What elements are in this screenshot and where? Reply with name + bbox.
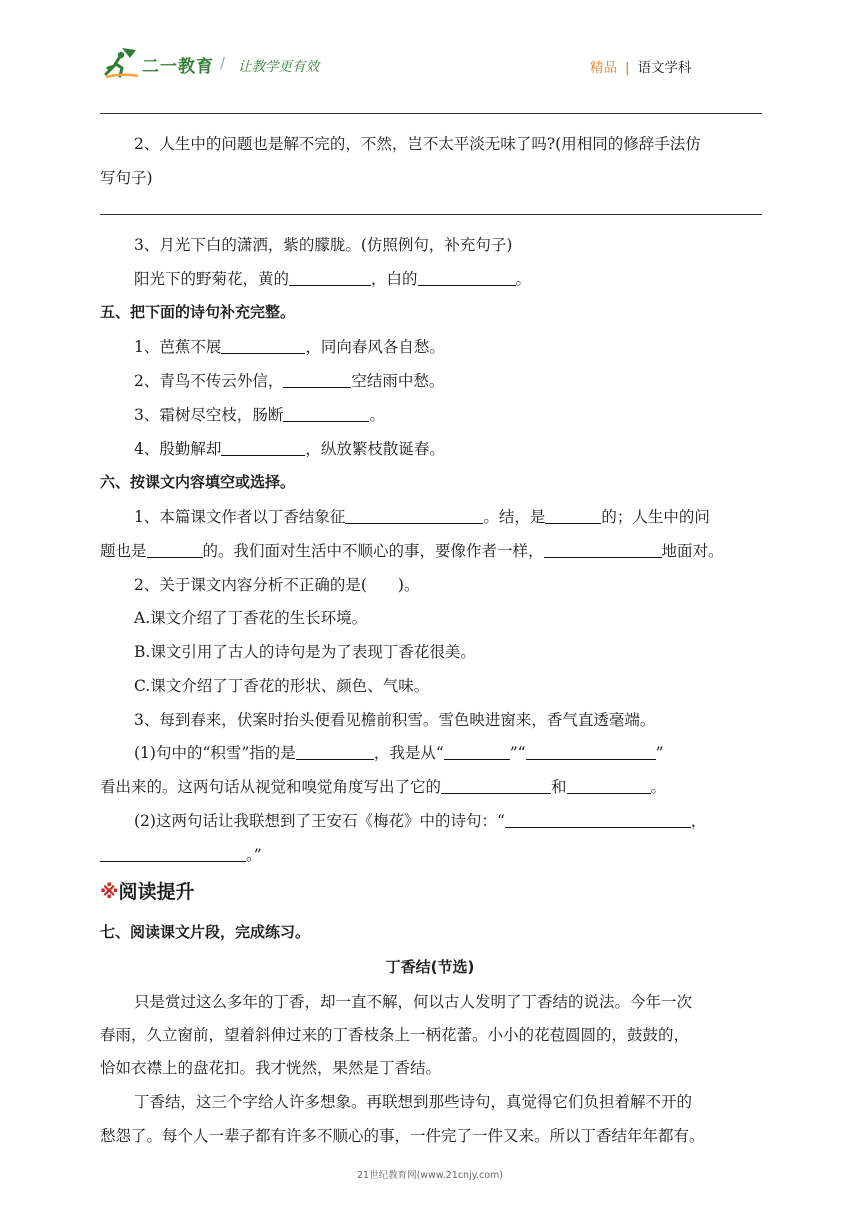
fill-blank[interactable] (289, 269, 371, 286)
passage-title: 丁香结(节选) (385, 958, 475, 976)
sec6-sub2-line1 (134, 809, 799, 831)
sec5-item2 (134, 369, 799, 391)
text-segment: 阳光下的野菊花，黄的 (134, 270, 290, 288)
q4-item2-line2: 写句子) (100, 169, 153, 187)
reference-mark-icon: ※ (100, 881, 119, 903)
text-segment: 的。我们面对生活中不顺心的事，要像作者一样， (202, 542, 544, 560)
text-segment: 空结雨中愁。 (351, 372, 445, 390)
page-header (0, 0, 860, 110)
section-six-title: 六、按课文内容填空或选择。 (100, 473, 296, 491)
text-segment: 。 (650, 778, 667, 796)
text-segment: 1、芭蕉不展 (134, 338, 222, 356)
fill-blank[interactable] (444, 743, 510, 760)
brand-divider: / (220, 54, 226, 72)
text-segment: 1、本篇课文作者以丁香结象征 (134, 508, 346, 526)
fill-blank[interactable] (147, 541, 203, 558)
text-segment: (2)这两句话让我联想到了王安石《梅花》中的诗句：“ (134, 812, 505, 830)
text-segment: 4、殷勤解却 (134, 440, 222, 458)
fill-blank[interactable] (545, 507, 601, 524)
fill-blank[interactable] (283, 405, 369, 422)
q4-item3-line1: 3、月光下白的潇洒，紫的朦胧。(仿照例句，补充句子) (134, 236, 513, 254)
text-segment: 地面对。 (661, 542, 724, 560)
text-segment: 和 (551, 778, 567, 796)
sec6-sub1-line2 (100, 775, 765, 797)
option-b[interactable]: B.课文引用了古人的诗句是为了表现丁香花很美。 (134, 643, 476, 661)
quality-badge: 精品 (590, 60, 617, 76)
subject-label: 语文学科 (637, 60, 692, 76)
fill-blank[interactable] (567, 777, 651, 794)
text-segment: (1)句中的“积雪”指的是 (134, 744, 296, 762)
answer-line (100, 113, 762, 114)
sec6-sub2-line2 (100, 843, 765, 865)
fill-blank[interactable] (221, 439, 305, 456)
text-segment: 看出来的。这两句话从视觉和嗅觉角度写出了它的 (100, 778, 442, 796)
fill-blank[interactable] (345, 507, 483, 524)
text-segment: ，我是从“ (373, 744, 444, 762)
answer-line (100, 214, 762, 215)
reading-banner (100, 877, 195, 904)
fill-blank[interactable] (283, 371, 351, 388)
section-five-title: 五、把下面的诗句补充完整。 (100, 303, 296, 321)
runner-logo-icon (104, 46, 140, 80)
sec5-item4 (134, 437, 799, 459)
brand-name: 二一教育 (142, 57, 214, 77)
sec5-item1 (134, 335, 799, 357)
fill-blank[interactable] (505, 811, 691, 828)
text-segment: ”“ (509, 744, 526, 762)
header-subject (590, 56, 692, 76)
text-segment: 2、青鸟不传云外信， (134, 372, 284, 390)
sec6-sub1-line1 (134, 741, 799, 763)
passage-line: 只是赏过这么多年的丁香，却一直不解，何以古人发明了丁香结的说法。今年一次 (134, 993, 693, 1011)
text-segment: 。结，是 (483, 508, 546, 526)
passage-line: 丁香结，这三个字给人许多想象。再联想到那些诗句，真觉得它们负担着解不开的 (134, 1093, 693, 1111)
fill-blank[interactable] (544, 541, 662, 558)
text-segment: 。” (246, 846, 262, 864)
sec6-item1-line1 (134, 505, 799, 527)
text-segment: ，白的 (371, 270, 418, 288)
fill-blank[interactable] (526, 743, 656, 760)
text-segment: ” (655, 744, 664, 762)
text-segment: 。 (515, 270, 532, 288)
text-segment: 3、霜树尽空枝，肠断 (134, 406, 284, 424)
option-a[interactable]: A.课文介绍了丁香花的生长环境。 (134, 609, 368, 627)
text-segment: 的；人生中的问 (601, 508, 710, 526)
text-segment: 题也是 (100, 542, 147, 560)
header-separator: | (625, 60, 630, 76)
text-segment: 。 (369, 406, 385, 424)
fill-blank[interactable] (296, 743, 374, 760)
q4-item3-line2 (134, 267, 799, 289)
fill-blank[interactable] (418, 269, 516, 286)
text-segment: ， (690, 812, 707, 830)
page-footer: 21世纪教育网(www.21cnjy.com) (356, 1170, 503, 1181)
section-seven-title: 七、阅读课文片段，完成练习。 (100, 923, 311, 941)
sec6-item1-line2 (100, 539, 765, 561)
passage-line: 春雨，久立窗前，望着斜伸过来的丁香枝条上一柄花蕾。小小的花苞圆圆的，鼓鼓的， (100, 1026, 690, 1044)
fill-blank[interactable] (221, 337, 305, 354)
text-segment: ，同向春风各自愁。 (305, 338, 445, 356)
fill-blank[interactable] (100, 845, 246, 862)
q4-item2-line1: 2、人生中的问题也是解不完的，不然，岂不太平淡无味了吗?(用相同的修辞手法仿 (134, 135, 701, 153)
sec6-item3: 3、每到春来，伏案时抬头便看见檐前积雪。雪色映进窗来，香气直透毫端。 (134, 711, 656, 729)
passage-line: 恰如衣襟上的盘花扣。我才恍然，果然是丁香结。 (100, 1059, 442, 1077)
sec5-item3 (134, 403, 799, 425)
option-c[interactable]: C.课文介绍了丁香花的形状、颜色、气味。 (134, 677, 430, 695)
banner-label: 阅读提升 (118, 881, 195, 903)
fill-blank[interactable] (441, 777, 551, 794)
passage-line: 愁怨了。每个人一辈子都有许多不顺心的事，一件完了一件又来。所以丁香结年年都有。 (100, 1127, 705, 1145)
sec6-item2: 2、关于课文内容分析不正确的是( )。 (134, 576, 420, 594)
brand-slogan: 让教学更有效 (238, 59, 319, 75)
text-segment: ，纵放繁枝散诞春。 (305, 440, 445, 458)
